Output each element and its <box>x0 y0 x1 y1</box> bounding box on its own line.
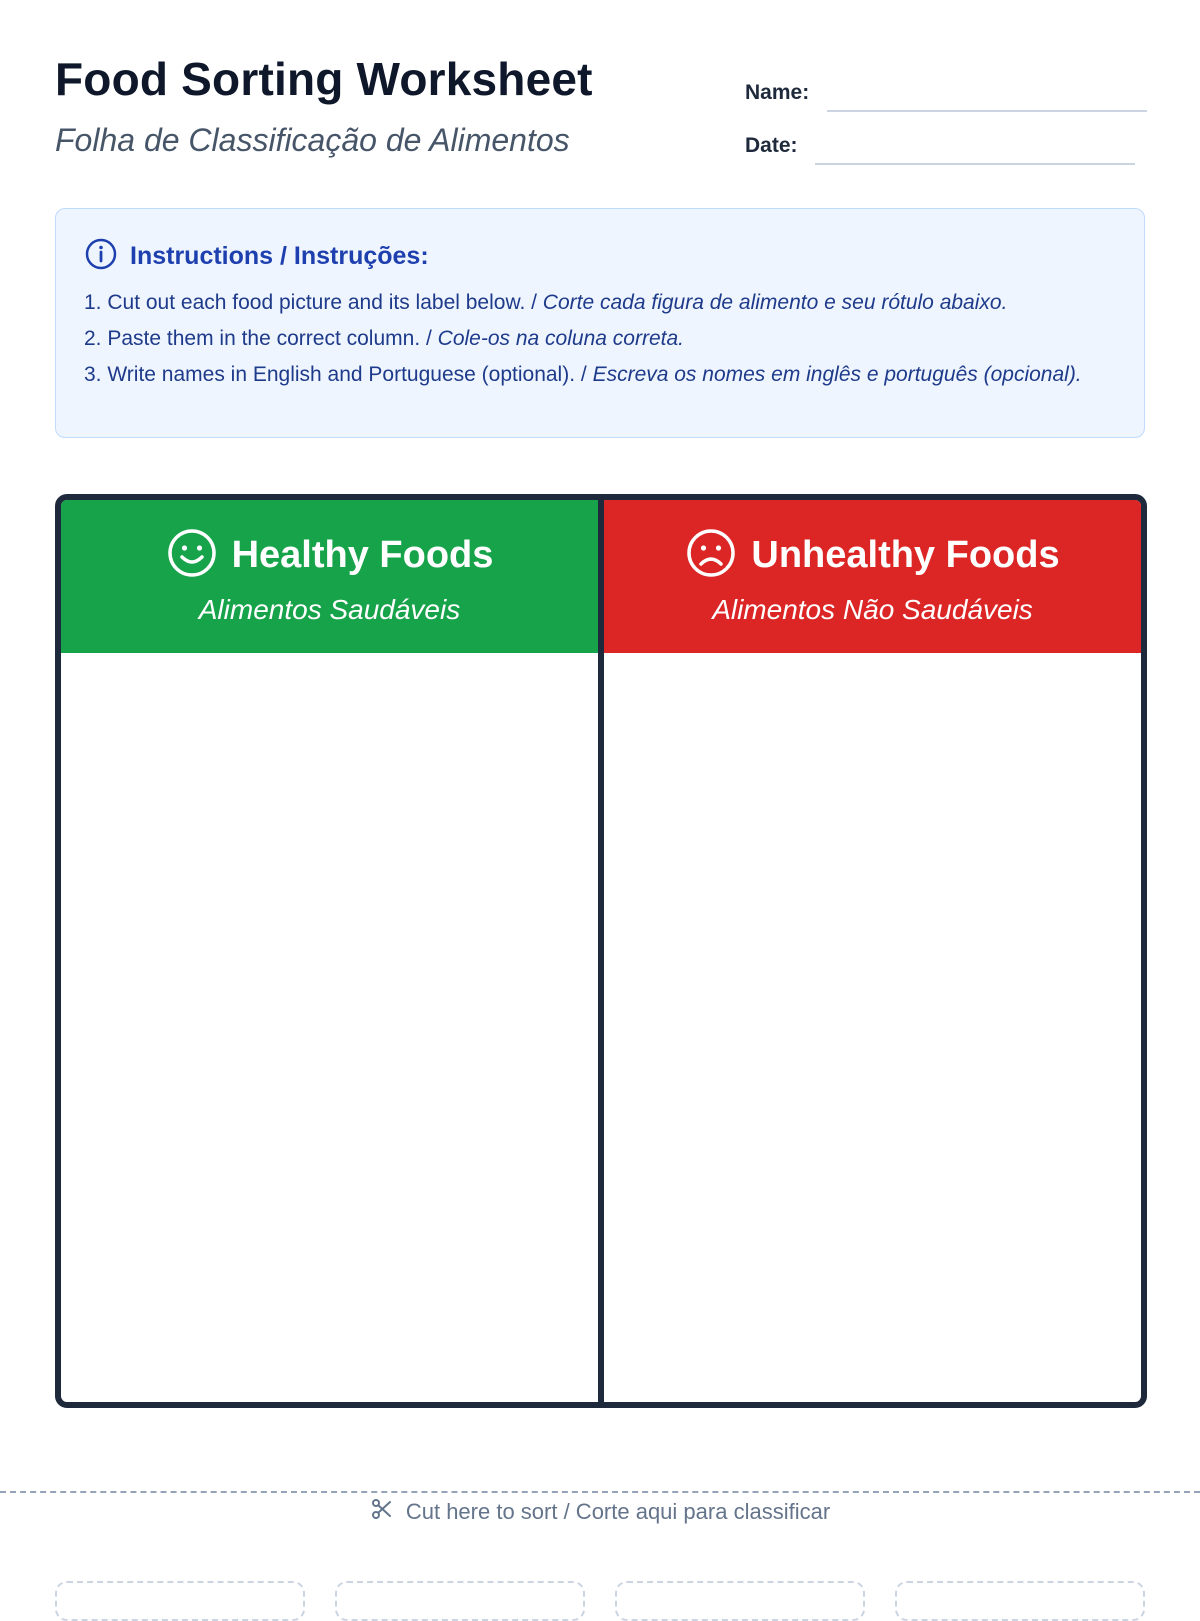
smile-icon <box>166 527 218 584</box>
cut-text: Cut here to sort / Corte aqui para classificar <box>405 1499 831 1524</box>
food-cutout-card[interactable] <box>335 1581 585 1621</box>
unhealthy-subtitle: Alimentos Não Saudáveis <box>712 594 1033 625</box>
unhealthy-column <box>604 500 1141 1402</box>
frown-icon <box>685 527 737 584</box>
name-field[interactable] <box>827 110 1147 112</box>
instruction-pt: Cole-os na coluna correta. <box>437 327 684 350</box>
unhealthy-title: Unhealthy Foods <box>751 534 1060 576</box>
instruction-item <box>84 360 1116 390</box>
instruction-pt: Corte cada figura de alimento e seu rótulo abaixo. <box>542 291 1008 314</box>
date-field[interactable] <box>815 163 1135 165</box>
instructions-box <box>55 208 1145 438</box>
healthy-drop-area[interactable] <box>61 653 598 1402</box>
unhealthy-drop-area[interactable] <box>604 653 1141 1402</box>
healthy-header <box>61 500 598 653</box>
unhealthy-header <box>604 500 1141 653</box>
instruction-item <box>84 288 1116 318</box>
instructions-header <box>84 237 1116 276</box>
healthy-subtitle: Alimentos Saudáveis <box>198 594 461 625</box>
page-subtitle: Folha de Classificação de Alimentos <box>55 122 570 158</box>
info-icon <box>84 237 118 276</box>
cut-instruction <box>0 1497 1200 1527</box>
food-cutout-card[interactable] <box>895 1581 1145 1621</box>
instruction-pt: Escreva os nomes em inglês e português (opcional). <box>592 363 1082 386</box>
instructions-list <box>84 288 1116 390</box>
healthy-column <box>61 500 604 1402</box>
name-label: Name: <box>745 81 810 104</box>
healthy-title: Healthy Foods <box>231 534 494 576</box>
instruction-en: 3. Write names in English and Portuguese (optional). / <box>84 363 593 386</box>
page-title: Food Sorting Worksheet <box>55 53 593 105</box>
sorting-table <box>55 494 1147 1408</box>
cut-line <box>0 1491 1200 1493</box>
instructions-heading: Instructions / Instruções: <box>130 242 429 270</box>
food-cutout-card[interactable] <box>615 1581 865 1621</box>
date-label: Date: <box>745 134 798 157</box>
instruction-item <box>84 324 1116 354</box>
instruction-en: 1. Cut out each food picture and its label below. / <box>84 291 543 314</box>
scissors-icon <box>370 1497 394 1527</box>
food-cutout-card[interactable] <box>55 1581 305 1621</box>
instruction-en: 2. Paste them in the correct column. / <box>84 327 438 350</box>
